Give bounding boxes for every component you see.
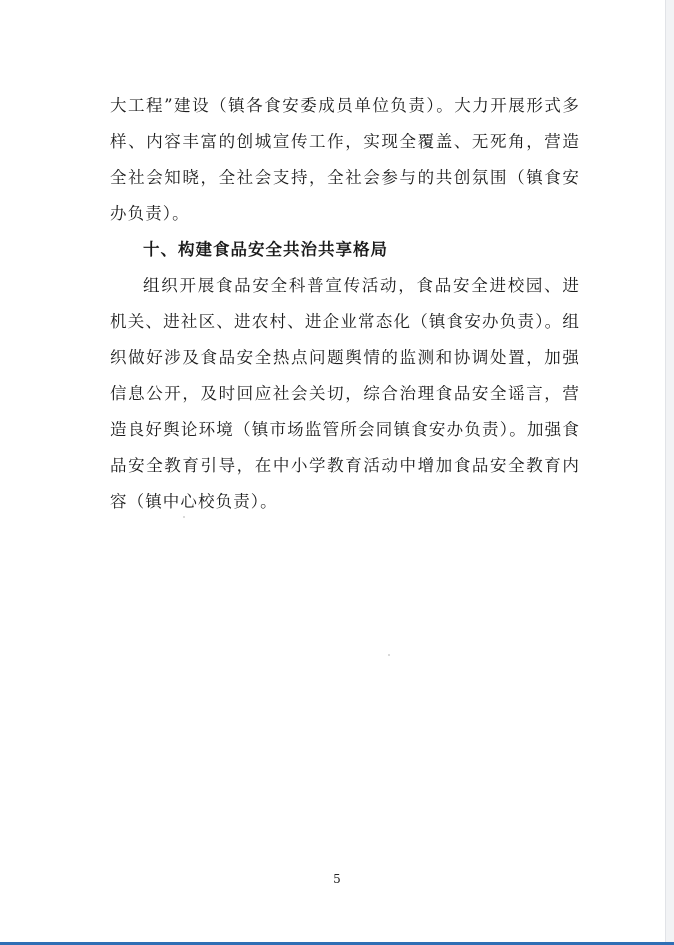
viewer-right-edge [665,0,674,945]
section-paragraph: 组织开展食品安全科普宣传活动，食品安全进校园、进机关、进社区、进农村、进企业常态化（镇食安办负责）。组织做好涉及食品安全热点问题舆情的监测和协调处置，加强信息公开，及时回应社会关切，综合治理食品安全谣言，营造良好舆论环境（镇市场监管所会同镇食安办负责）。加强食品安全教育引导，在中小学教育活动中增加食品安全教育内容（镇中心校负责）。 [110,276,580,511]
scan-speck [183,516,185,518]
continued-paragraph: 大工程”建设（镇各食安委成员单位负责）。大力开展形式多样、内容丰富的创城宣传工作，实现全覆盖、无死角，营造全社会知晓，全社会支持，全社会参与的共创氛围（镇食安办负责）。 [110,96,580,223]
scan-speck [388,654,390,656]
section-heading: 十、构建食品安全共治共享格局 [143,240,388,259]
page-content [110,88,580,520]
page-number: 5 [333,872,341,886]
